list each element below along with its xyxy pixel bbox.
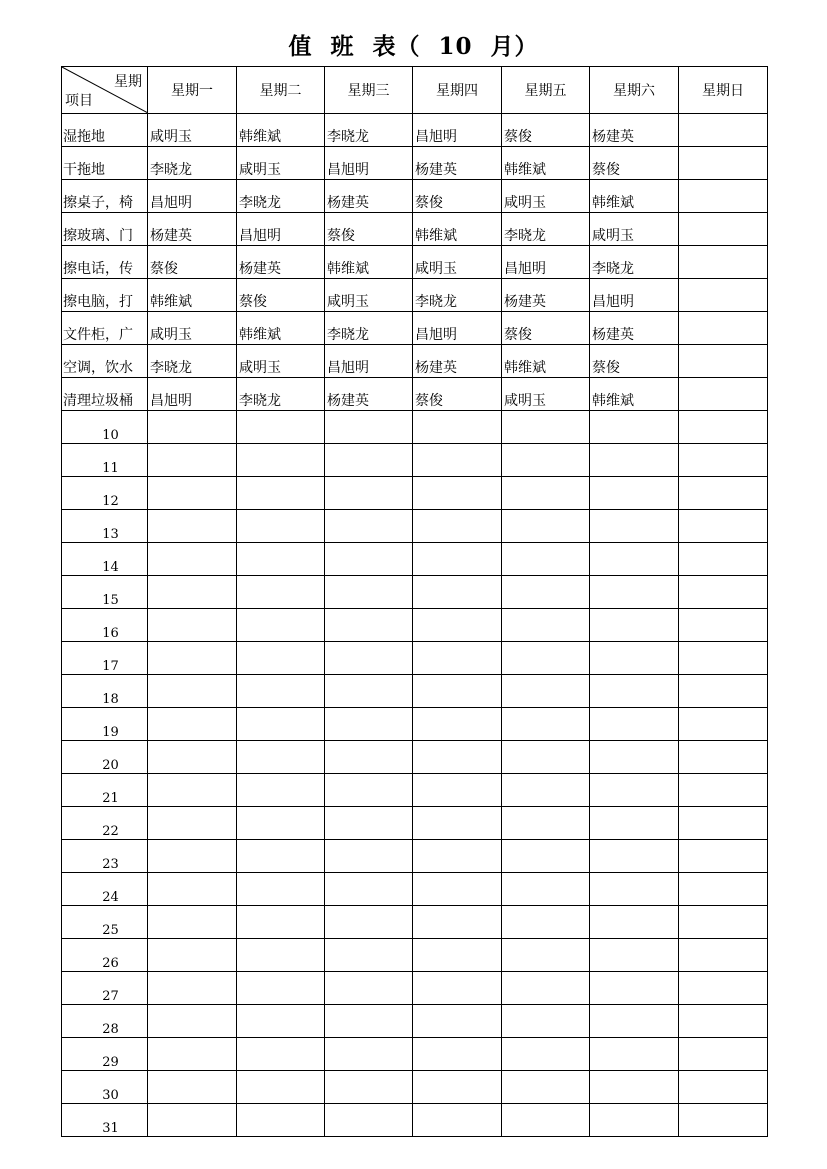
empty-cell <box>502 1038 590 1071</box>
row-number-cell: 15 <box>62 576 148 609</box>
empty-cell <box>148 642 237 675</box>
duty-cell: 蔡俊 <box>502 114 590 147</box>
duty-cell: 咸明玉 <box>148 312 237 345</box>
duty-cell: 杨建英 <box>413 345 502 378</box>
numbered-row <box>62 675 768 708</box>
duty-cell: 蔡俊 <box>502 312 590 345</box>
empty-cell <box>590 1104 679 1137</box>
duty-cell: 昌旭明 <box>413 312 502 345</box>
empty-cell <box>502 939 590 972</box>
empty-cell <box>413 1038 502 1071</box>
empty-cell <box>590 609 679 642</box>
row-number-cell: 30 <box>62 1071 148 1104</box>
empty-cell <box>679 1005 768 1038</box>
duty-cell <box>679 345 768 378</box>
duty-cell <box>679 279 768 312</box>
empty-cell <box>590 477 679 510</box>
row-number-cell: 11 <box>62 444 148 477</box>
duty-cell: 韩维斌 <box>237 312 325 345</box>
empty-cell <box>237 873 325 906</box>
duty-cell: 杨建英 <box>502 279 590 312</box>
duty-cell: 李晓龙 <box>590 246 679 279</box>
empty-cell <box>590 444 679 477</box>
row-number-cell: 25 <box>62 906 148 939</box>
duty-cell: 咸明玉 <box>590 213 679 246</box>
empty-cell <box>237 543 325 576</box>
duty-cell: 李晓龙 <box>148 147 237 180</box>
empty-cell <box>590 840 679 873</box>
empty-cell <box>502 1071 590 1104</box>
empty-cell <box>325 411 413 444</box>
task-name-cell: 空调，饮水 <box>62 345 148 378</box>
empty-cell <box>413 873 502 906</box>
duty-cell: 昌旭明 <box>148 180 237 213</box>
empty-cell <box>413 510 502 543</box>
duty-cell: 昌旭明 <box>148 378 237 411</box>
empty-cell <box>590 411 679 444</box>
empty-cell <box>502 609 590 642</box>
numbered-row <box>62 939 768 972</box>
corner-week-label: 星期 <box>114 74 142 90</box>
duty-cell: 杨建英 <box>148 213 237 246</box>
empty-cell <box>413 675 502 708</box>
empty-cell <box>325 543 413 576</box>
empty-cell <box>325 477 413 510</box>
empty-cell <box>502 642 590 675</box>
empty-cell <box>679 444 768 477</box>
empty-cell <box>237 1038 325 1071</box>
duty-table <box>61 66 768 1137</box>
empty-cell <box>413 807 502 840</box>
numbered-row <box>62 1005 768 1038</box>
duty-cell: 杨建英 <box>325 378 413 411</box>
empty-cell <box>325 1038 413 1071</box>
duty-cell: 韩维斌 <box>590 180 679 213</box>
corner-cell <box>62 67 148 114</box>
empty-cell <box>413 444 502 477</box>
empty-cell <box>413 1104 502 1137</box>
duty-cell: 咸明玉 <box>148 114 237 147</box>
numbered-row <box>62 444 768 477</box>
empty-cell <box>413 411 502 444</box>
duty-cell: 昌旭明 <box>590 279 679 312</box>
empty-cell <box>413 1071 502 1104</box>
empty-cell <box>413 741 502 774</box>
row-number-cell: 29 <box>62 1038 148 1071</box>
day-header: 星期六 <box>590 67 679 114</box>
duty-cell: 昌旭明 <box>413 114 502 147</box>
empty-cell <box>502 774 590 807</box>
empty-cell <box>413 939 502 972</box>
duty-cell: 李晓龙 <box>237 180 325 213</box>
task-name-cell: 擦电脑，打 <box>62 279 148 312</box>
empty-cell <box>679 411 768 444</box>
empty-cell <box>502 1005 590 1038</box>
empty-cell <box>237 444 325 477</box>
empty-cell <box>679 609 768 642</box>
duty-cell: 韩维斌 <box>148 279 237 312</box>
row-number-cell: 18 <box>62 675 148 708</box>
empty-cell <box>148 510 237 543</box>
duty-cell: 咸明玉 <box>502 180 590 213</box>
empty-cell <box>325 774 413 807</box>
empty-cell <box>237 675 325 708</box>
empty-cell <box>590 675 679 708</box>
task-row <box>62 345 768 378</box>
empty-cell <box>237 741 325 774</box>
empty-cell <box>148 576 237 609</box>
empty-cell <box>148 807 237 840</box>
row-number-cell: 10 <box>62 411 148 444</box>
row-number-cell: 28 <box>62 1005 148 1038</box>
empty-cell <box>502 840 590 873</box>
row-number-cell: 26 <box>62 939 148 972</box>
duty-cell <box>679 378 768 411</box>
row-number-cell: 12 <box>62 477 148 510</box>
day-header: 星期一 <box>148 67 237 114</box>
duty-cell: 韩维斌 <box>237 114 325 147</box>
numbered-row <box>62 774 768 807</box>
duty-cell: 李晓龙 <box>325 114 413 147</box>
empty-cell <box>148 972 237 1005</box>
empty-cell <box>237 1005 325 1038</box>
empty-cell <box>413 543 502 576</box>
empty-cell <box>237 972 325 1005</box>
duty-cell: 杨建英 <box>237 246 325 279</box>
empty-cell <box>679 972 768 1005</box>
task-name-cell: 干拖地 <box>62 147 148 180</box>
empty-cell <box>237 576 325 609</box>
row-number-cell: 13 <box>62 510 148 543</box>
duty-cell <box>679 114 768 147</box>
empty-cell <box>502 873 590 906</box>
empty-cell <box>679 1038 768 1071</box>
row-number-cell: 22 <box>62 807 148 840</box>
empty-cell <box>237 708 325 741</box>
empty-cell <box>502 972 590 1005</box>
empty-cell <box>325 576 413 609</box>
duty-cell: 昌旭明 <box>325 345 413 378</box>
empty-cell <box>502 741 590 774</box>
empty-cell <box>413 906 502 939</box>
empty-cell <box>148 840 237 873</box>
header-row <box>62 67 768 114</box>
numbered-row <box>62 1071 768 1104</box>
row-number-cell: 23 <box>62 840 148 873</box>
duty-cell: 杨建英 <box>325 180 413 213</box>
row-number-cell: 31 <box>62 1104 148 1137</box>
empty-cell <box>679 939 768 972</box>
empty-cell <box>148 939 237 972</box>
task-name-cell: 擦电话，传 <box>62 246 148 279</box>
numbered-row <box>62 1038 768 1071</box>
empty-cell <box>502 1104 590 1137</box>
empty-cell <box>679 774 768 807</box>
empty-cell <box>148 411 237 444</box>
duty-cell: 韩维斌 <box>502 345 590 378</box>
empty-cell <box>590 510 679 543</box>
duty-cell: 昌旭明 <box>237 213 325 246</box>
empty-cell <box>413 708 502 741</box>
empty-cell <box>237 840 325 873</box>
numbered-row <box>62 642 768 675</box>
empty-cell <box>148 444 237 477</box>
task-row <box>62 180 768 213</box>
numbered-row <box>62 741 768 774</box>
empty-cell <box>148 873 237 906</box>
empty-cell <box>325 609 413 642</box>
duty-cell: 韩维斌 <box>502 147 590 180</box>
empty-cell <box>148 906 237 939</box>
empty-cell <box>679 840 768 873</box>
day-header: 星期日 <box>679 67 768 114</box>
empty-cell <box>325 708 413 741</box>
empty-cell <box>502 906 590 939</box>
empty-cell <box>502 411 590 444</box>
task-name-cell: 文件柜，广 <box>62 312 148 345</box>
page-title: 值 班 表（ 10 月） <box>288 33 539 60</box>
empty-cell <box>502 576 590 609</box>
duty-cell: 李晓龙 <box>325 312 413 345</box>
empty-cell <box>679 741 768 774</box>
empty-cell <box>148 1005 237 1038</box>
numbered-row <box>62 906 768 939</box>
duty-cell: 杨建英 <box>590 312 679 345</box>
empty-cell <box>148 1104 237 1137</box>
empty-cell <box>590 807 679 840</box>
duty-cell: 咸明玉 <box>237 345 325 378</box>
row-number-cell: 21 <box>62 774 148 807</box>
empty-cell <box>237 642 325 675</box>
empty-cell <box>679 543 768 576</box>
empty-cell <box>502 708 590 741</box>
task-row <box>62 114 768 147</box>
empty-cell <box>413 642 502 675</box>
empty-cell <box>679 576 768 609</box>
empty-cell <box>325 840 413 873</box>
empty-cell <box>679 510 768 543</box>
empty-cell <box>413 609 502 642</box>
empty-cell <box>325 873 413 906</box>
task-row <box>62 312 768 345</box>
duty-cell: 昌旭明 <box>325 147 413 180</box>
empty-cell <box>237 1104 325 1137</box>
empty-cell <box>590 774 679 807</box>
empty-cell <box>590 543 679 576</box>
day-header: 星期五 <box>502 67 590 114</box>
empty-cell <box>237 807 325 840</box>
empty-cell <box>679 1104 768 1137</box>
numbered-row <box>62 1104 768 1137</box>
empty-cell <box>148 741 237 774</box>
empty-cell <box>590 1005 679 1038</box>
empty-cell <box>679 642 768 675</box>
row-number-cell: 14 <box>62 543 148 576</box>
numbered-row <box>62 576 768 609</box>
empty-cell <box>502 444 590 477</box>
empty-cell <box>237 411 325 444</box>
empty-cell <box>590 642 679 675</box>
empty-cell <box>148 1071 237 1104</box>
empty-cell <box>679 873 768 906</box>
numbered-row <box>62 411 768 444</box>
duty-cell: 昌旭明 <box>502 246 590 279</box>
duty-cell: 咸明玉 <box>325 279 413 312</box>
task-row <box>62 279 768 312</box>
empty-cell <box>590 873 679 906</box>
empty-cell <box>590 708 679 741</box>
empty-cell <box>325 807 413 840</box>
duty-cell: 韩维斌 <box>325 246 413 279</box>
task-name-cell: 擦玻璃、门 <box>62 213 148 246</box>
empty-cell <box>413 477 502 510</box>
empty-cell <box>325 972 413 1005</box>
duty-cell: 蔡俊 <box>413 180 502 213</box>
duty-cell: 蔡俊 <box>237 279 325 312</box>
duty-cell: 咸明玉 <box>237 147 325 180</box>
numbered-row <box>62 807 768 840</box>
empty-cell <box>325 510 413 543</box>
row-number-cell: 27 <box>62 972 148 1005</box>
row-number-cell: 16 <box>62 609 148 642</box>
duty-cell: 咸明玉 <box>502 378 590 411</box>
empty-cell <box>502 675 590 708</box>
duty-cell <box>679 312 768 345</box>
empty-cell <box>325 642 413 675</box>
empty-cell <box>590 939 679 972</box>
duty-cell <box>679 246 768 279</box>
empty-cell <box>679 1071 768 1104</box>
duty-cell: 李晓龙 <box>502 213 590 246</box>
empty-cell <box>237 939 325 972</box>
empty-cell <box>325 1104 413 1137</box>
empty-cell <box>413 1005 502 1038</box>
empty-cell <box>325 741 413 774</box>
numbered-row <box>62 840 768 873</box>
empty-cell <box>590 576 679 609</box>
duty-cell: 蔡俊 <box>148 246 237 279</box>
duty-cell: 蔡俊 <box>590 147 679 180</box>
empty-cell <box>325 675 413 708</box>
empty-cell <box>148 543 237 576</box>
duty-cell: 韩维斌 <box>590 378 679 411</box>
day-header: 星期三 <box>325 67 413 114</box>
empty-cell <box>679 708 768 741</box>
empty-cell <box>502 807 590 840</box>
row-number-cell: 20 <box>62 741 148 774</box>
empty-cell <box>148 477 237 510</box>
empty-cell <box>148 1038 237 1071</box>
task-row <box>62 378 768 411</box>
empty-cell <box>237 510 325 543</box>
empty-cell <box>325 444 413 477</box>
empty-cell <box>325 906 413 939</box>
empty-cell <box>590 1071 679 1104</box>
empty-cell <box>148 774 237 807</box>
duty-cell <box>679 213 768 246</box>
empty-cell <box>679 906 768 939</box>
duty-cell <box>679 180 768 213</box>
empty-cell <box>502 510 590 543</box>
empty-cell <box>679 807 768 840</box>
corner-item-label: 项目 <box>65 93 93 109</box>
duty-cell: 蔡俊 <box>325 213 413 246</box>
row-number-cell: 24 <box>62 873 148 906</box>
task-row <box>62 147 768 180</box>
empty-cell <box>590 972 679 1005</box>
numbered-row <box>62 873 768 906</box>
day-header: 星期二 <box>237 67 325 114</box>
numbered-row <box>62 543 768 576</box>
empty-cell <box>413 972 502 1005</box>
numbered-row <box>62 609 768 642</box>
day-header: 星期四 <box>413 67 502 114</box>
task-name-cell: 湿拖地 <box>62 114 148 147</box>
duty-cell: 蔡俊 <box>413 378 502 411</box>
empty-cell <box>679 477 768 510</box>
duty-cell: 韩维斌 <box>413 213 502 246</box>
empty-cell <box>413 774 502 807</box>
duty-cell: 杨建英 <box>590 114 679 147</box>
empty-cell <box>325 1071 413 1104</box>
row-number-cell: 19 <box>62 708 148 741</box>
empty-cell <box>590 906 679 939</box>
empty-cell <box>590 1038 679 1071</box>
duty-cell: 李晓龙 <box>148 345 237 378</box>
numbered-row <box>62 510 768 543</box>
duty-cell: 蔡俊 <box>590 345 679 378</box>
empty-cell <box>237 609 325 642</box>
empty-cell <box>325 939 413 972</box>
empty-cell <box>325 1005 413 1038</box>
empty-cell <box>679 675 768 708</box>
row-number-cell: 17 <box>62 642 148 675</box>
task-name-cell: 擦桌子，椅 <box>62 180 148 213</box>
empty-cell <box>148 708 237 741</box>
duty-cell: 咸明玉 <box>413 246 502 279</box>
empty-cell <box>237 477 325 510</box>
duty-cell: 杨建英 <box>413 147 502 180</box>
empty-cell <box>502 477 590 510</box>
task-name-cell: 清理垃圾桶 <box>62 378 148 411</box>
duty-cell: 李晓龙 <box>237 378 325 411</box>
duty-cell: 李晓龙 <box>413 279 502 312</box>
numbered-row <box>62 477 768 510</box>
empty-cell <box>148 609 237 642</box>
numbered-row <box>62 708 768 741</box>
task-row <box>62 246 768 279</box>
numbered-row <box>62 972 768 1005</box>
empty-cell <box>590 741 679 774</box>
empty-cell <box>237 774 325 807</box>
empty-cell <box>237 906 325 939</box>
empty-cell <box>148 675 237 708</box>
empty-cell <box>237 1071 325 1104</box>
empty-cell <box>413 576 502 609</box>
empty-cell <box>413 840 502 873</box>
task-row <box>62 213 768 246</box>
empty-cell <box>502 543 590 576</box>
duty-cell <box>679 147 768 180</box>
